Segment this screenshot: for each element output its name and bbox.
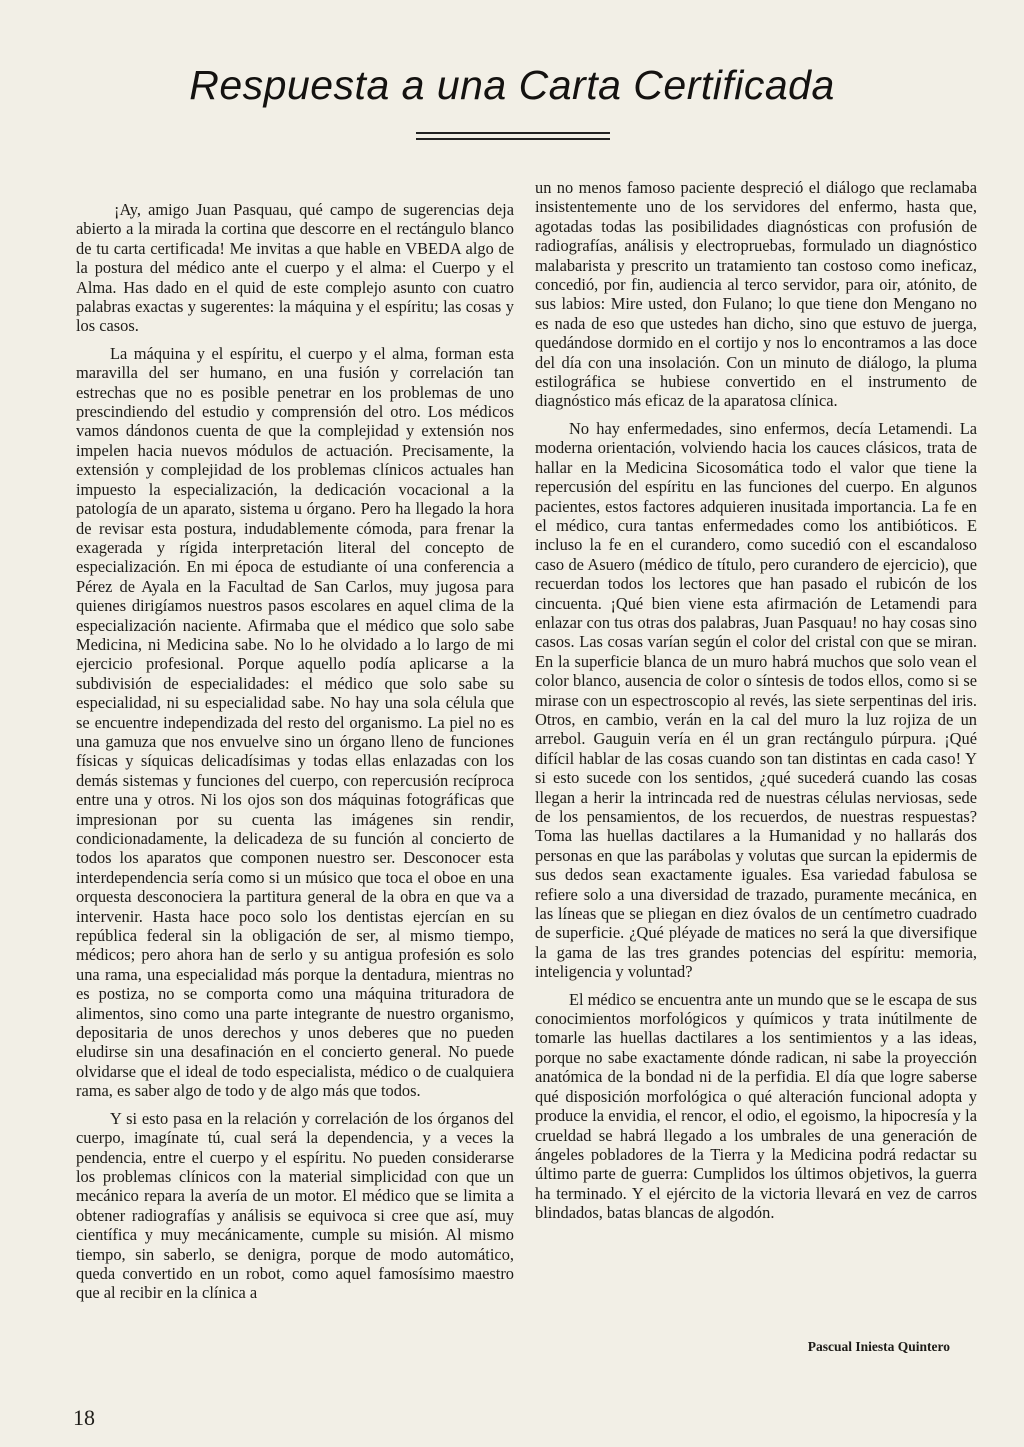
page-number: 18 [73, 1405, 95, 1430]
article-title: Respuesta a una Carta Certificada [189, 62, 835, 108]
paragraph: un no menos famoso paciente despreció el diálogo que reclamaba insistentemente uno de los servidores del enfermo, hasta que, agotadas todas las posibilidades diagnósticas con profusión de radiografías, análisis y electropruebas, formulado un diagnóstico malabarista y prescrito un tratamiento tan costoso como ineficaz, concedió, por fin, audiencia al terco servidor, para oir, atónito, de sus labios: Mire usted, don Fulano; lo que tiene don Mengano no es nada de eso que ustedes han dicho, sino que estuvo de juerga, quedándose dormido en el cortijo y nos lo encontramos a las doce del día con una insolación. Con un minuto de diálogo, la pluma estilográfica se hubiese convertido en el instrumento de diagnóstico más eficaz de la aparatosa clínica. [535, 178, 977, 411]
right-column [535, 178, 977, 1223]
author-signature: Pascual Iniesta Quintero [807, 1339, 950, 1354]
paragraph: El médico se encuentra ante un mundo que se le escapa de sus conocimientos morfológicos y químicos y trata inútilmente de tomarle las huellas dactilares a los sentimientos y a las ideas, porque no sabe exactamente dónde radican, ni sabe la proyección anatómica de la bondad ni de la perfidia. El día que logre saberse qué disposición morfológica o qué alteración funcional adopta y produce la envidia, el rencor, el odio, el egoismo, la hipocresía y la crueldad se habrá llegado a los umbrales de una generación de ángeles pobladores de la Tierra y la Medicina podrá redactar su último parte de guerra: Cumplidos los últimos objetivos, la guerra ha terminado. Y el ejército de la victoria llevará en vez de carros blindados, batas blancas de algodón. [535, 989, 977, 1223]
left-column [76, 200, 514, 1303]
paragraph: La máquina y el espíritu, el cuerpo y el alma, forman esta maravilla del ser humano, en una fusión y correlación tan estrechas que no es posible penetrar en los problemas de uno prescindiendo del estudio y comprensión del otro. Los médicos vamos dándonos cuenta de que la complejidad y extensión nos impelen hacia nuevos módulos de actuación. Precisamente, la extensión y complejidad de los problemas clínicos actuales han impuesto la especialización, la dedicación vocacional a la patología de un aparato, sistema u órgano. Pero ha llegado la hora de revisar esta postura, indudablemente cómoda, para frenar la exagerada y rígida interpretación literal del concepto de especialización. En mi época de estudiante oí una conferencia a Pérez de Ayala en la Facultad de San Carlos, muy jugosa para quienes dirigíamos nuestros pasos escolares en aquel clima de la especialización naciente. Afirmaba que el médico que solo sabe Medicina, ni Medicina sabe. No lo he olvidado a lo largo de mi ejercicio profesional. Porque aquello podía aplicarse a la subdivisión de especialidades: el médico que solo sabe su especialidad, ni su especialidad sabe. No hay una sola célula que se encuentre independizada del resto del organismo. La piel no es una gamuza que nos envuelve sino un órgano lleno de funciones físicas y síquicas delicadísimas y todas ellas enlazadas con los demás sistemas y funciones del cuerpo, con repercusión recíproca entre una y otros. Ni los ojos son dos máquinas fotográficas que impresionan por su cuenta las imágenes sin rendir, condicionadamente, la delicadeza de su función al concierto de todos los aparatos que componen nuestro ser. Desconocer esta interdependencia sería como si un músico que toca el oboe en una orquesta desconociera la partitura general de la obra en que va a intervenir. Hasta hace poco solo los dentistas ejercían en su república federal sin la obligación de ser, al mismo tiempo, médicos; pero ahora han de serlo y su antigua profesión es solo una rama, una especialidad más porque la dentadura, mientras no es postiza, no se comporta como una máquina trituradora de alimentos, sino como una parte integrante de nuestro organismo, depositaria de unos derechos y unos deberes que no pueden eludirse sin una desafinación en el concierto general. No puede olvidarse que el ideal de todo especialista, médico o de cualquiera rama, es saber algo de todo y de algo más que todos. [76, 343, 514, 1101]
paragraph: Y si esto pasa en la relación y correlación de los órganos del cuerpo, imagínate tú, cual será la dependencia, y a veces la pendencia, entre el cuerpo y el espíritu. No pueden considerarse los problemas clínicos con la material simplicidad con que un mecánico repara la avería de un motor. El médico que se limita a obtener radiografías y análisis se equivoca si cree que así, muy científica y muy mecánicamente, cumple su misión. Al mismo tiempo, sin saberlo, se denigra, porque de modo automático, queda convertido en un robot, como aquel famosísimo maestro que al recibir en la clínica a [76, 1108, 514, 1303]
paragraph: ¡Ay, amigo Juan Pasquau, qué campo de sugerencias deja abierto a la mirada la cortina que descorre en el rectángulo blanco de tu carta certificada! Me invitas a que hable en VBEDA algo de la postura del médico ante el cuerpo y el alma: el Cuerpo y el Alma. Has dado en el quid de este complejo asunto con cuatro palabras exactas y sugerentes: la máquina y el espíritu; las cosas y los casos. [76, 200, 514, 336]
title-rule-bottom [416, 138, 610, 140]
title-rule-top [416, 132, 610, 134]
paragraph: No hay enfermedades, sino enfermos, decía Letamendi. La moderna orientación, volviendo hacia los cauces clásicos, trata de hallar en la Medicina Sicosomática todo el valor que tiene la repercusión del espíritu en las funciones del cuerpo. En algunos pacientes, estos factores adquieren inusitada importancia. La fe en el médico, cura tantas enfermedades como los antibióticos. E incluso la fe en el curandero, como sucedió con el escandaloso caso de Asuero (médico de título, pero curandero de ejercicio), que recuerdan todos los lectores que han pasado el rubicón de los cincuenta. ¡Qué bien viene esta afirmación de Letamendi para enlazar con tus otras dos palabras, Juan Pasquau! no hay cosas sino casos. Las cosas varían según el color del cristal con que se miran. En la superficie blanca de un muro habrá muchos que solo vean el color blanco, ausencia de color o síntesis de todos ellos, como si se mirase con un espectroscopio al revés, las siete serpentinas del iris. Otros, en cambio, verán en la cal del muro la luz rojiza de un arrebol. Gauguin vería en él un gran rectángulo púrpura. ¡Qué difícil hablar de las cosas cuando son tan distintas en cada caso! Y si esto sucede con los sentidos, ¿qué sucederá cuando las cosas llegan a herir la intrincada red de nuestras células nerviosas, sede de los pensamientos, de los recuerdos, de nuestras respuestas? Toma las huellas dactilares a la Humanidad y no hallarás dos personas en que las parábolas y volutas que surcan la epidermis de sus dedos sean exactamente iguales. Esa variedad fabulosa se refiere solo a una diversidad de trazado, puramente mecánica, en las líneas que se pliegan en diez óvalos de un centímetro cuadrado de superficie. ¿Qué pléyade de matices no será la que diversifique la gama de las tres grandes potencias del espíritu: memoria, inteligencia y voluntad? [535, 418, 977, 982]
